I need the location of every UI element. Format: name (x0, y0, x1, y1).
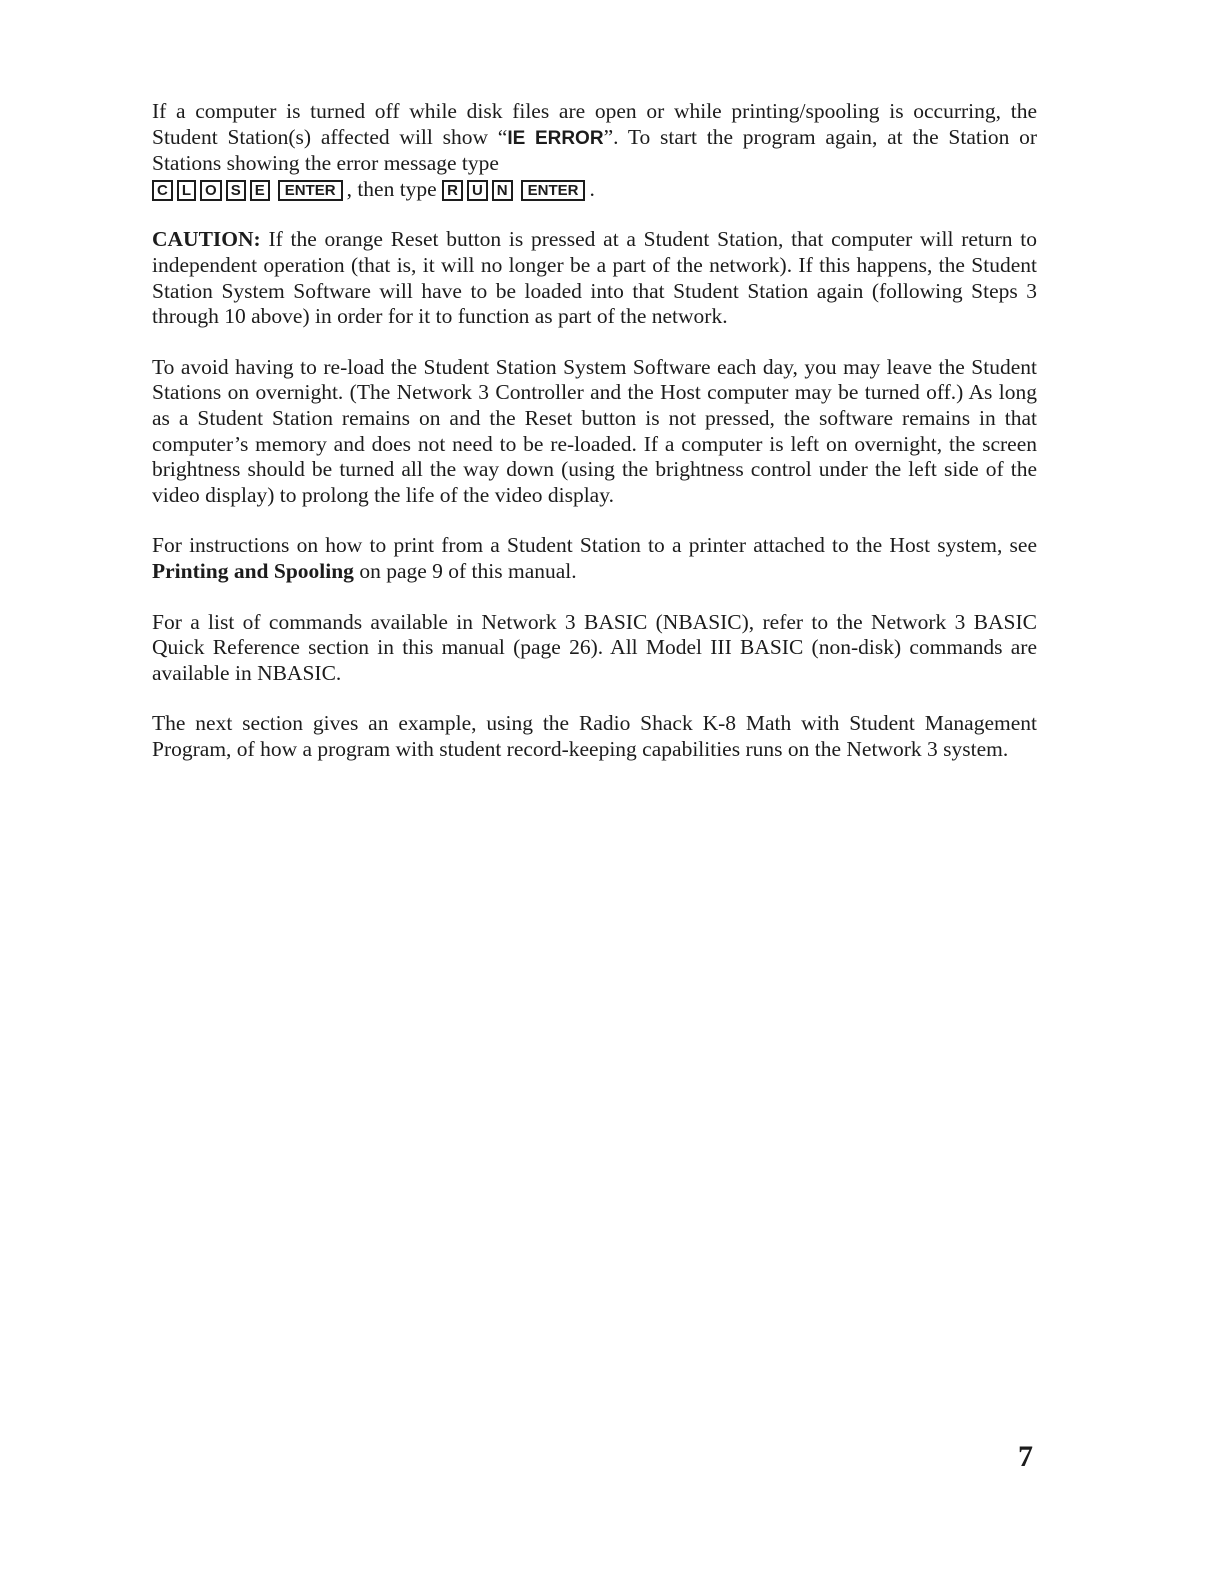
paragraph-text: For a list of commands available in Network 3 BASIC (NBASIC), refer to the Network 3 BASIC Quick Reference section in this manual (page 26). All Model III BASIC (non-disk) commands are available in NBASIC. (152, 609, 1037, 685)
paragraph-next-section (152, 711, 1037, 762)
key-n: N (492, 180, 513, 201)
key-c: C (152, 180, 173, 201)
then-type-text: , then type (346, 176, 437, 201)
paragraph-overnight (152, 355, 1037, 509)
page-content (152, 99, 1037, 787)
paragraph-nbasic (152, 610, 1037, 687)
paragraph-text: If a computer is turned off while disk files are open or while printing/spooling is occurring, the Student Station(s) affected will show “ (152, 99, 1037, 149)
paragraph-ie-error (152, 99, 1037, 202)
key-enter: ENTER (278, 180, 343, 201)
key-enter: ENTER (521, 180, 586, 201)
page-number: 7 (1018, 1440, 1033, 1473)
paragraph-printing (152, 533, 1037, 584)
key-s: S (226, 180, 246, 201)
key-e: E (250, 180, 270, 201)
error-code: IE ERROR (507, 127, 604, 149)
key-u: U (467, 180, 488, 201)
paragraph-caution (152, 227, 1037, 329)
key-r: R (442, 180, 463, 201)
paragraph-text: The next section gives an example, using the Radio Shack K-8 Math with Student Management Program, of how a program with student record-keeping capabilities runs on the Network 3 system. (152, 711, 1037, 761)
paragraph-text: ”. To start the program again, at the Station or Stations showing the error message type (152, 124, 1037, 176)
period: . (589, 176, 595, 201)
paragraph-text: If the orange Reset button is pressed at a Student Station, that computer will return to independent operation (that is, it will no longer be a part of the network). If this happens, the Student Station System Software will have to be loaded into that Student Station again (following Steps 3 through 10 above) in order for it to function as part of the network. (152, 227, 1037, 329)
paragraph-text: For instructions on how to print from a Student Station to a printer attached to the Host system, see (152, 533, 1037, 558)
printing-spooling-reference: Printing and Spooling (152, 558, 354, 583)
paragraph-text: on page 9 of this manual. (359, 558, 577, 583)
paragraph-text: To avoid having to re-load the Student Station System Software each day, you may leave the Student Stations on overnight. (The Network 3 Controller and the Host computer may be turned off.) As long as a Student Station remains on and the Reset button is not pressed, the software remains in that computer’s memory and does not need to be re-loaded. If a computer is left on overnight, the screen brightness should be turned all the way down (using the brightness control under the left side of the video display) to prolong the life of the video display. (152, 354, 1037, 507)
key-l: L (177, 180, 196, 201)
caution-label: CAUTION: (152, 227, 261, 252)
key-o: O (200, 180, 222, 201)
